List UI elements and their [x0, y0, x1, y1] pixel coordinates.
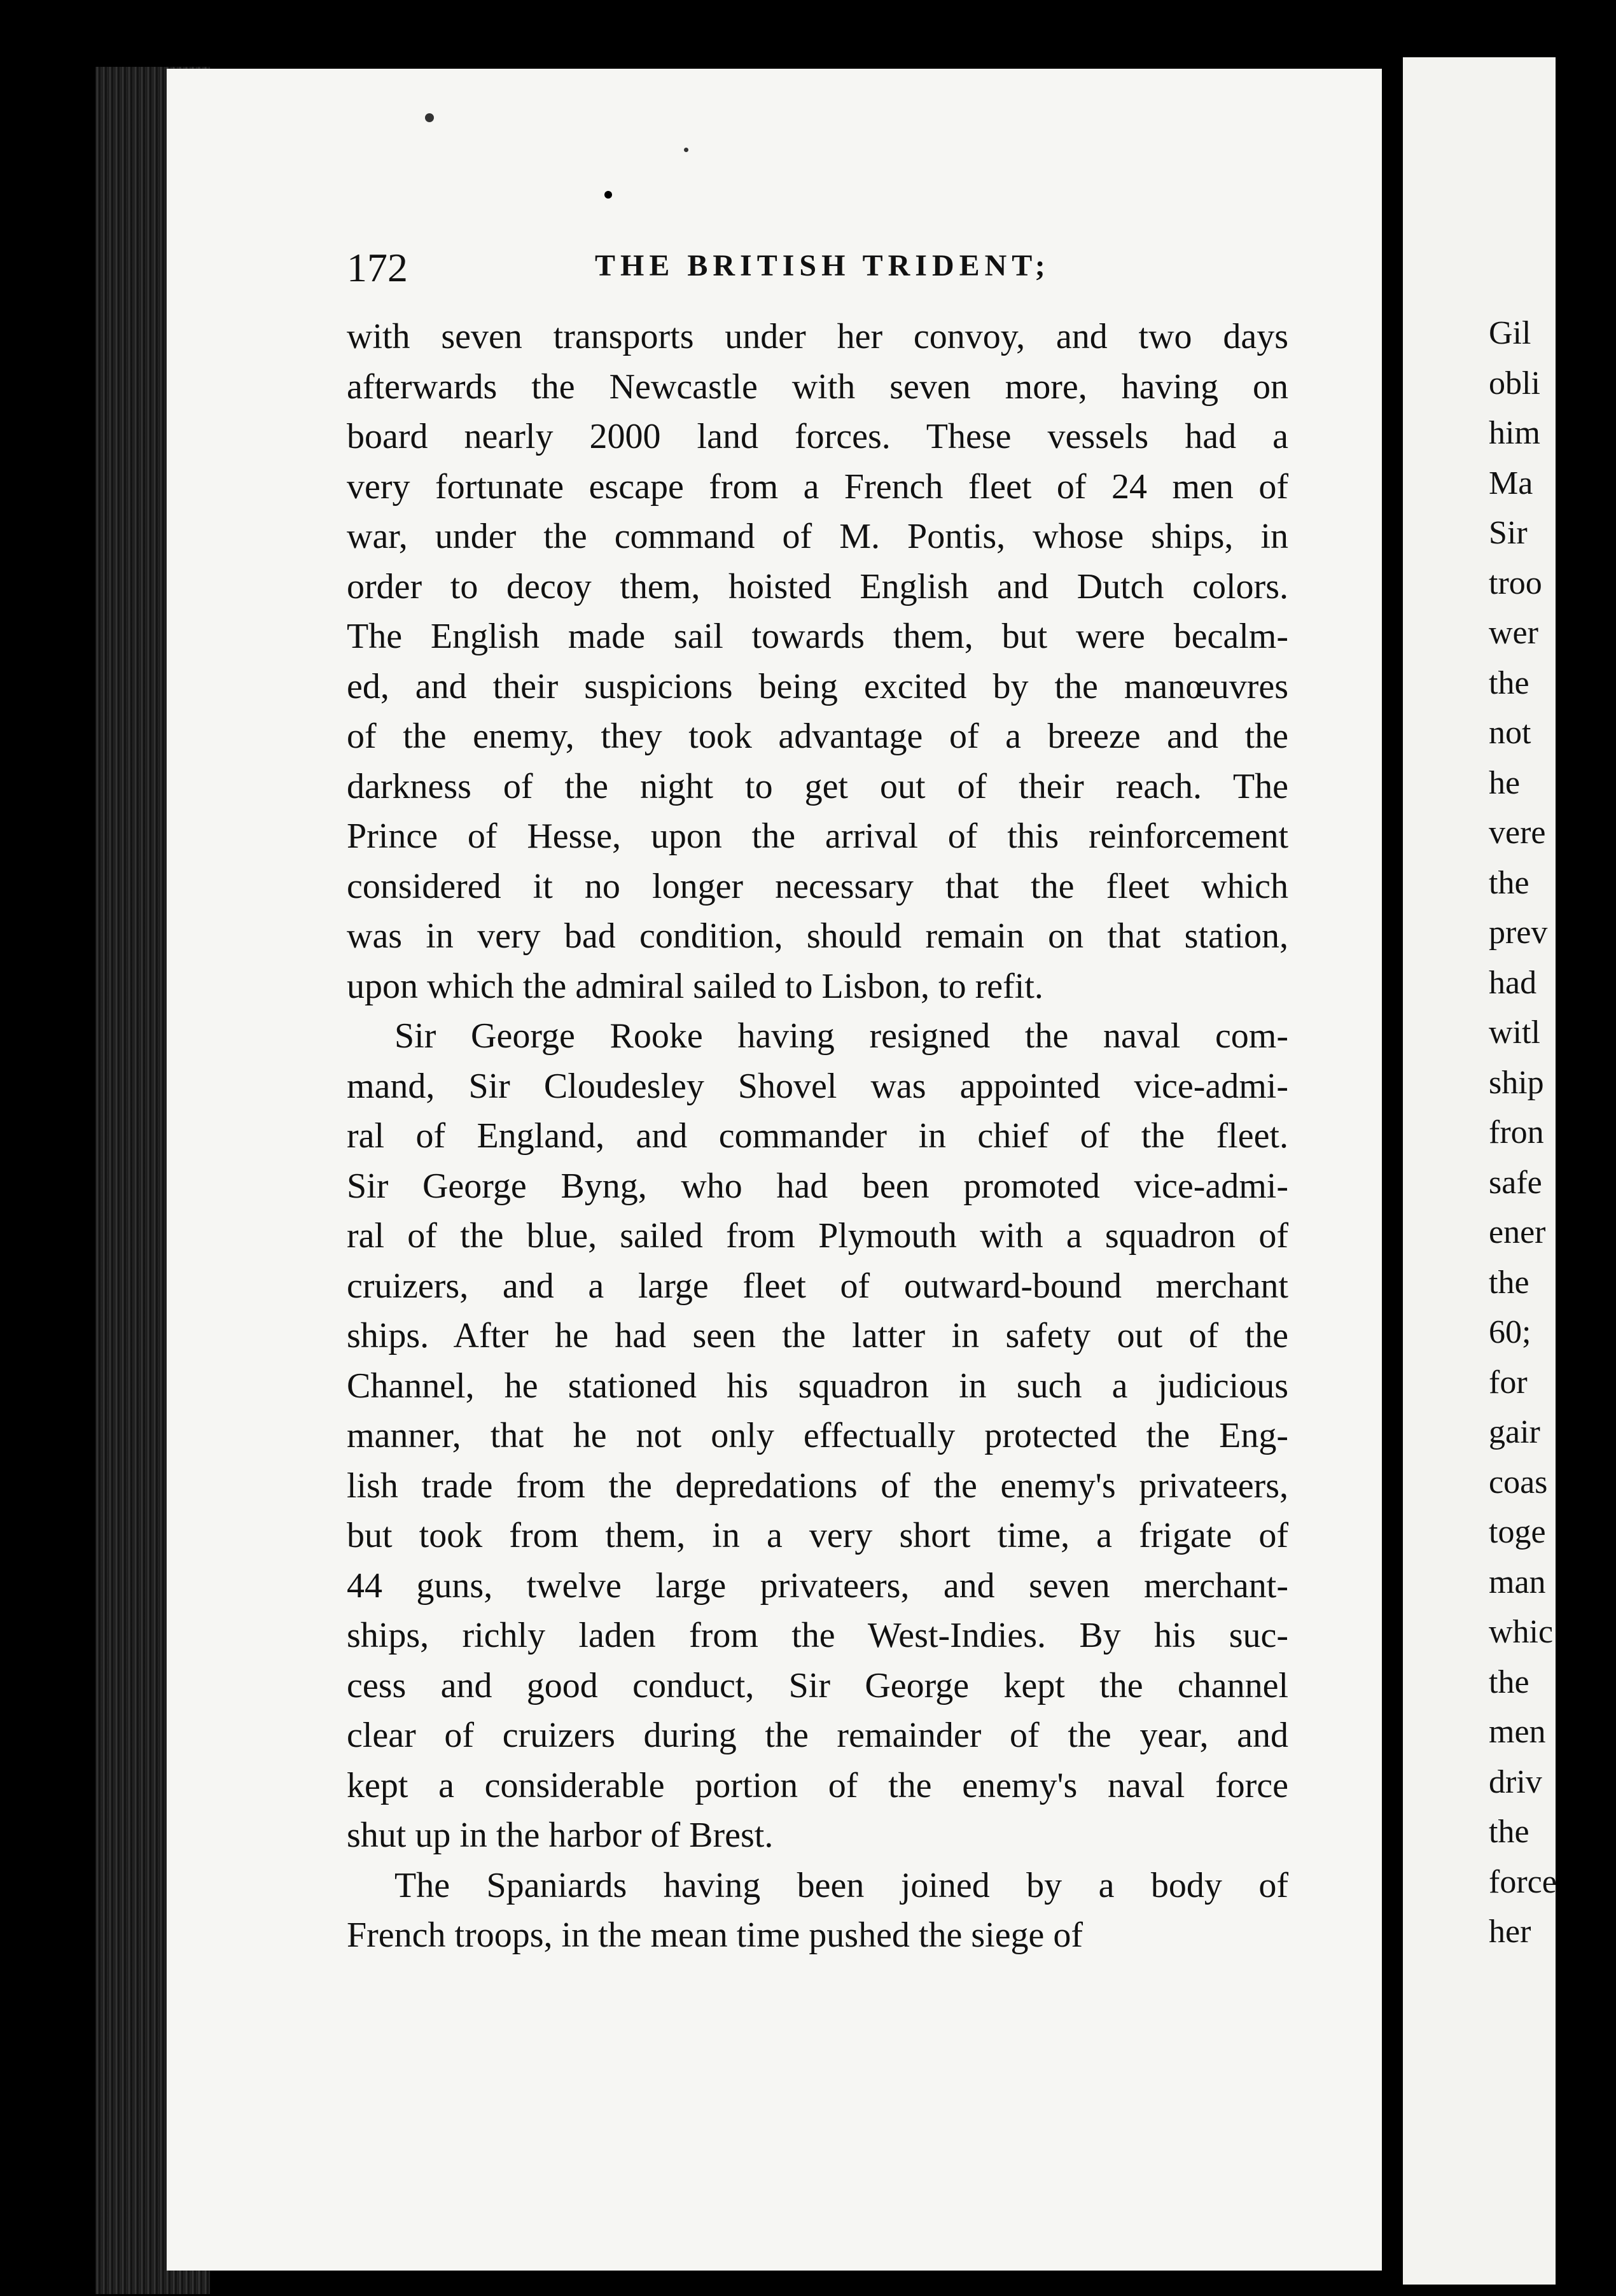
- facing-page-line: 60;: [1489, 1314, 1531, 1350]
- facing-page-text: [1489, 309, 1616, 1957]
- text-line: cess and good conduct, Sir George kept the channel: [347, 1665, 1288, 1705]
- text-line: of the enemy, they took advantage of a breeze and the: [347, 717, 1288, 756]
- text-line: Sir George Byng, who had been promoted vice-admi-: [347, 1166, 1288, 1206]
- facing-page-line: force: [1489, 1863, 1557, 1900]
- page-header: [347, 244, 1276, 295]
- text-line: ral of England, and commander in chief of the fleet.: [347, 1116, 1288, 1156]
- facing-page-line: the: [1489, 864, 1529, 901]
- text-line: clear of cruizers during the remainder of the year, and: [347, 1716, 1288, 1755]
- text-line: war, under the command of M. Pontis, whose ships, in: [347, 517, 1288, 556]
- text-line: ed, and their suspicions being excited by the manœuvres: [347, 666, 1288, 706]
- text-line: order to decoy them, hoisted English and Dutch colors.: [347, 566, 1288, 606]
- text-line: upon which the admiral sailed to Lisbon, to refit.: [347, 966, 1043, 1006]
- facing-page-line: gair: [1489, 1414, 1540, 1450]
- text-line: darkness of the night to get out of their reach. The: [347, 766, 1288, 806]
- text-line: The English made sail towards them, but were becalm-: [347, 617, 1288, 656]
- text-line: Channel, he stationed his squadron in such a judicious: [347, 1366, 1288, 1406]
- facing-page-line: Sir: [1489, 515, 1528, 551]
- text-line: considered it no longer necessary that the fleet which: [347, 866, 1288, 906]
- paragraph: [347, 312, 1288, 1011]
- facing-page-line: the: [1489, 1663, 1529, 1700]
- facing-page-line: fron: [1489, 1114, 1544, 1151]
- text-line: shut up in the harbor of Brest.: [347, 1816, 774, 1855]
- facing-page-line: the: [1489, 1264, 1529, 1301]
- facing-page-line: ener: [1489, 1214, 1546, 1250]
- facing-page-line: he: [1489, 764, 1521, 801]
- facing-page-line: ship: [1489, 1064, 1544, 1101]
- facing-page-line: witl: [1489, 1014, 1540, 1051]
- facing-page-line: coas: [1489, 1464, 1548, 1501]
- text-line: but took from them, in a very short time, a frigate of: [347, 1516, 1288, 1555]
- text-line: ships. After he had seen the latter in safety out of the: [347, 1316, 1288, 1355]
- text-line: lish trade from the depredations of the enemy's privateers,: [347, 1466, 1288, 1506]
- facing-page-line: her: [1489, 1914, 1531, 1950]
- facing-page-line: not: [1489, 715, 1531, 751]
- running-title: THE BRITISH TRIDENT;: [595, 249, 1050, 283]
- facing-page-line: the: [1489, 1814, 1529, 1850]
- facing-page-line: safe: [1489, 1164, 1542, 1201]
- facing-page-line: man: [1489, 1564, 1546, 1600]
- text-line: afterwards the Newcastle with seven more, having on: [347, 367, 1288, 407]
- text-line: with seven transports under her convoy, and two days: [347, 317, 1288, 356]
- text-line: cruizers, and a large fleet of outward-bound merchant: [347, 1266, 1288, 1306]
- facing-page-line: for: [1489, 1364, 1528, 1401]
- body-text: [347, 312, 1288, 1961]
- ink-speck: [425, 113, 434, 122]
- text-line: ships, richly laden from the West-Indies. By his suc-: [347, 1616, 1288, 1655]
- text-line: was in very bad condition, should remain on that station,: [347, 916, 1288, 956]
- facing-page-line: wer: [1489, 615, 1538, 651]
- facing-page-line: Gil: [1489, 315, 1531, 351]
- text-line: 44 guns, twelve large privateers, and seven merchant-: [347, 1565, 1288, 1606]
- facing-page-line: troo: [1489, 564, 1542, 601]
- facing-page-line: had: [1489, 964, 1537, 1001]
- text-line: ral of the blue, sailed from Plymouth with a squadron of: [347, 1216, 1288, 1256]
- facing-page-line: toge: [1489, 1514, 1546, 1550]
- facing-page-line: driv: [1489, 1763, 1542, 1800]
- text-line: Prince of Hesse, upon the arrival of this reinforcement: [347, 816, 1288, 856]
- text-line: very fortunate escape from a French fleet of 24 men of: [347, 466, 1288, 507]
- facing-page-line: whic: [1489, 1614, 1554, 1650]
- facing-page-line: men: [1489, 1714, 1546, 1750]
- paragraph: [347, 1011, 1288, 1861]
- facing-page-line: vere: [1489, 815, 1546, 851]
- text-line: French troops, in the mean time pushed the siege of: [347, 1915, 1083, 1955]
- facing-page-line: prev: [1489, 914, 1548, 951]
- text-line: manner, that he not only effectually protected the Eng-: [347, 1416, 1288, 1455]
- text-line: The Spaniards having been joined by a body of: [394, 1865, 1288, 1905]
- page-number: 172: [347, 245, 408, 290]
- text-line: kept a considerable portion of the enemy's naval force: [347, 1765, 1288, 1805]
- text-line: board nearly 2000 land forces. These vessels had a: [347, 417, 1288, 456]
- text-line: mand, Sir Cloudesley Shovel was appointed vice-admi-: [347, 1066, 1288, 1106]
- text-line: Sir George Rooke having resigned the naval com-: [394, 1016, 1288, 1056]
- ink-speck: [604, 191, 612, 199]
- facing-page-line: obli: [1489, 365, 1540, 402]
- facing-page-line: Ma: [1489, 465, 1533, 501]
- ink-speck: [684, 148, 688, 152]
- paragraph: [347, 1861, 1288, 1961]
- facing-page-line: the: [1489, 664, 1529, 701]
- facing-page-line: him: [1489, 415, 1540, 451]
